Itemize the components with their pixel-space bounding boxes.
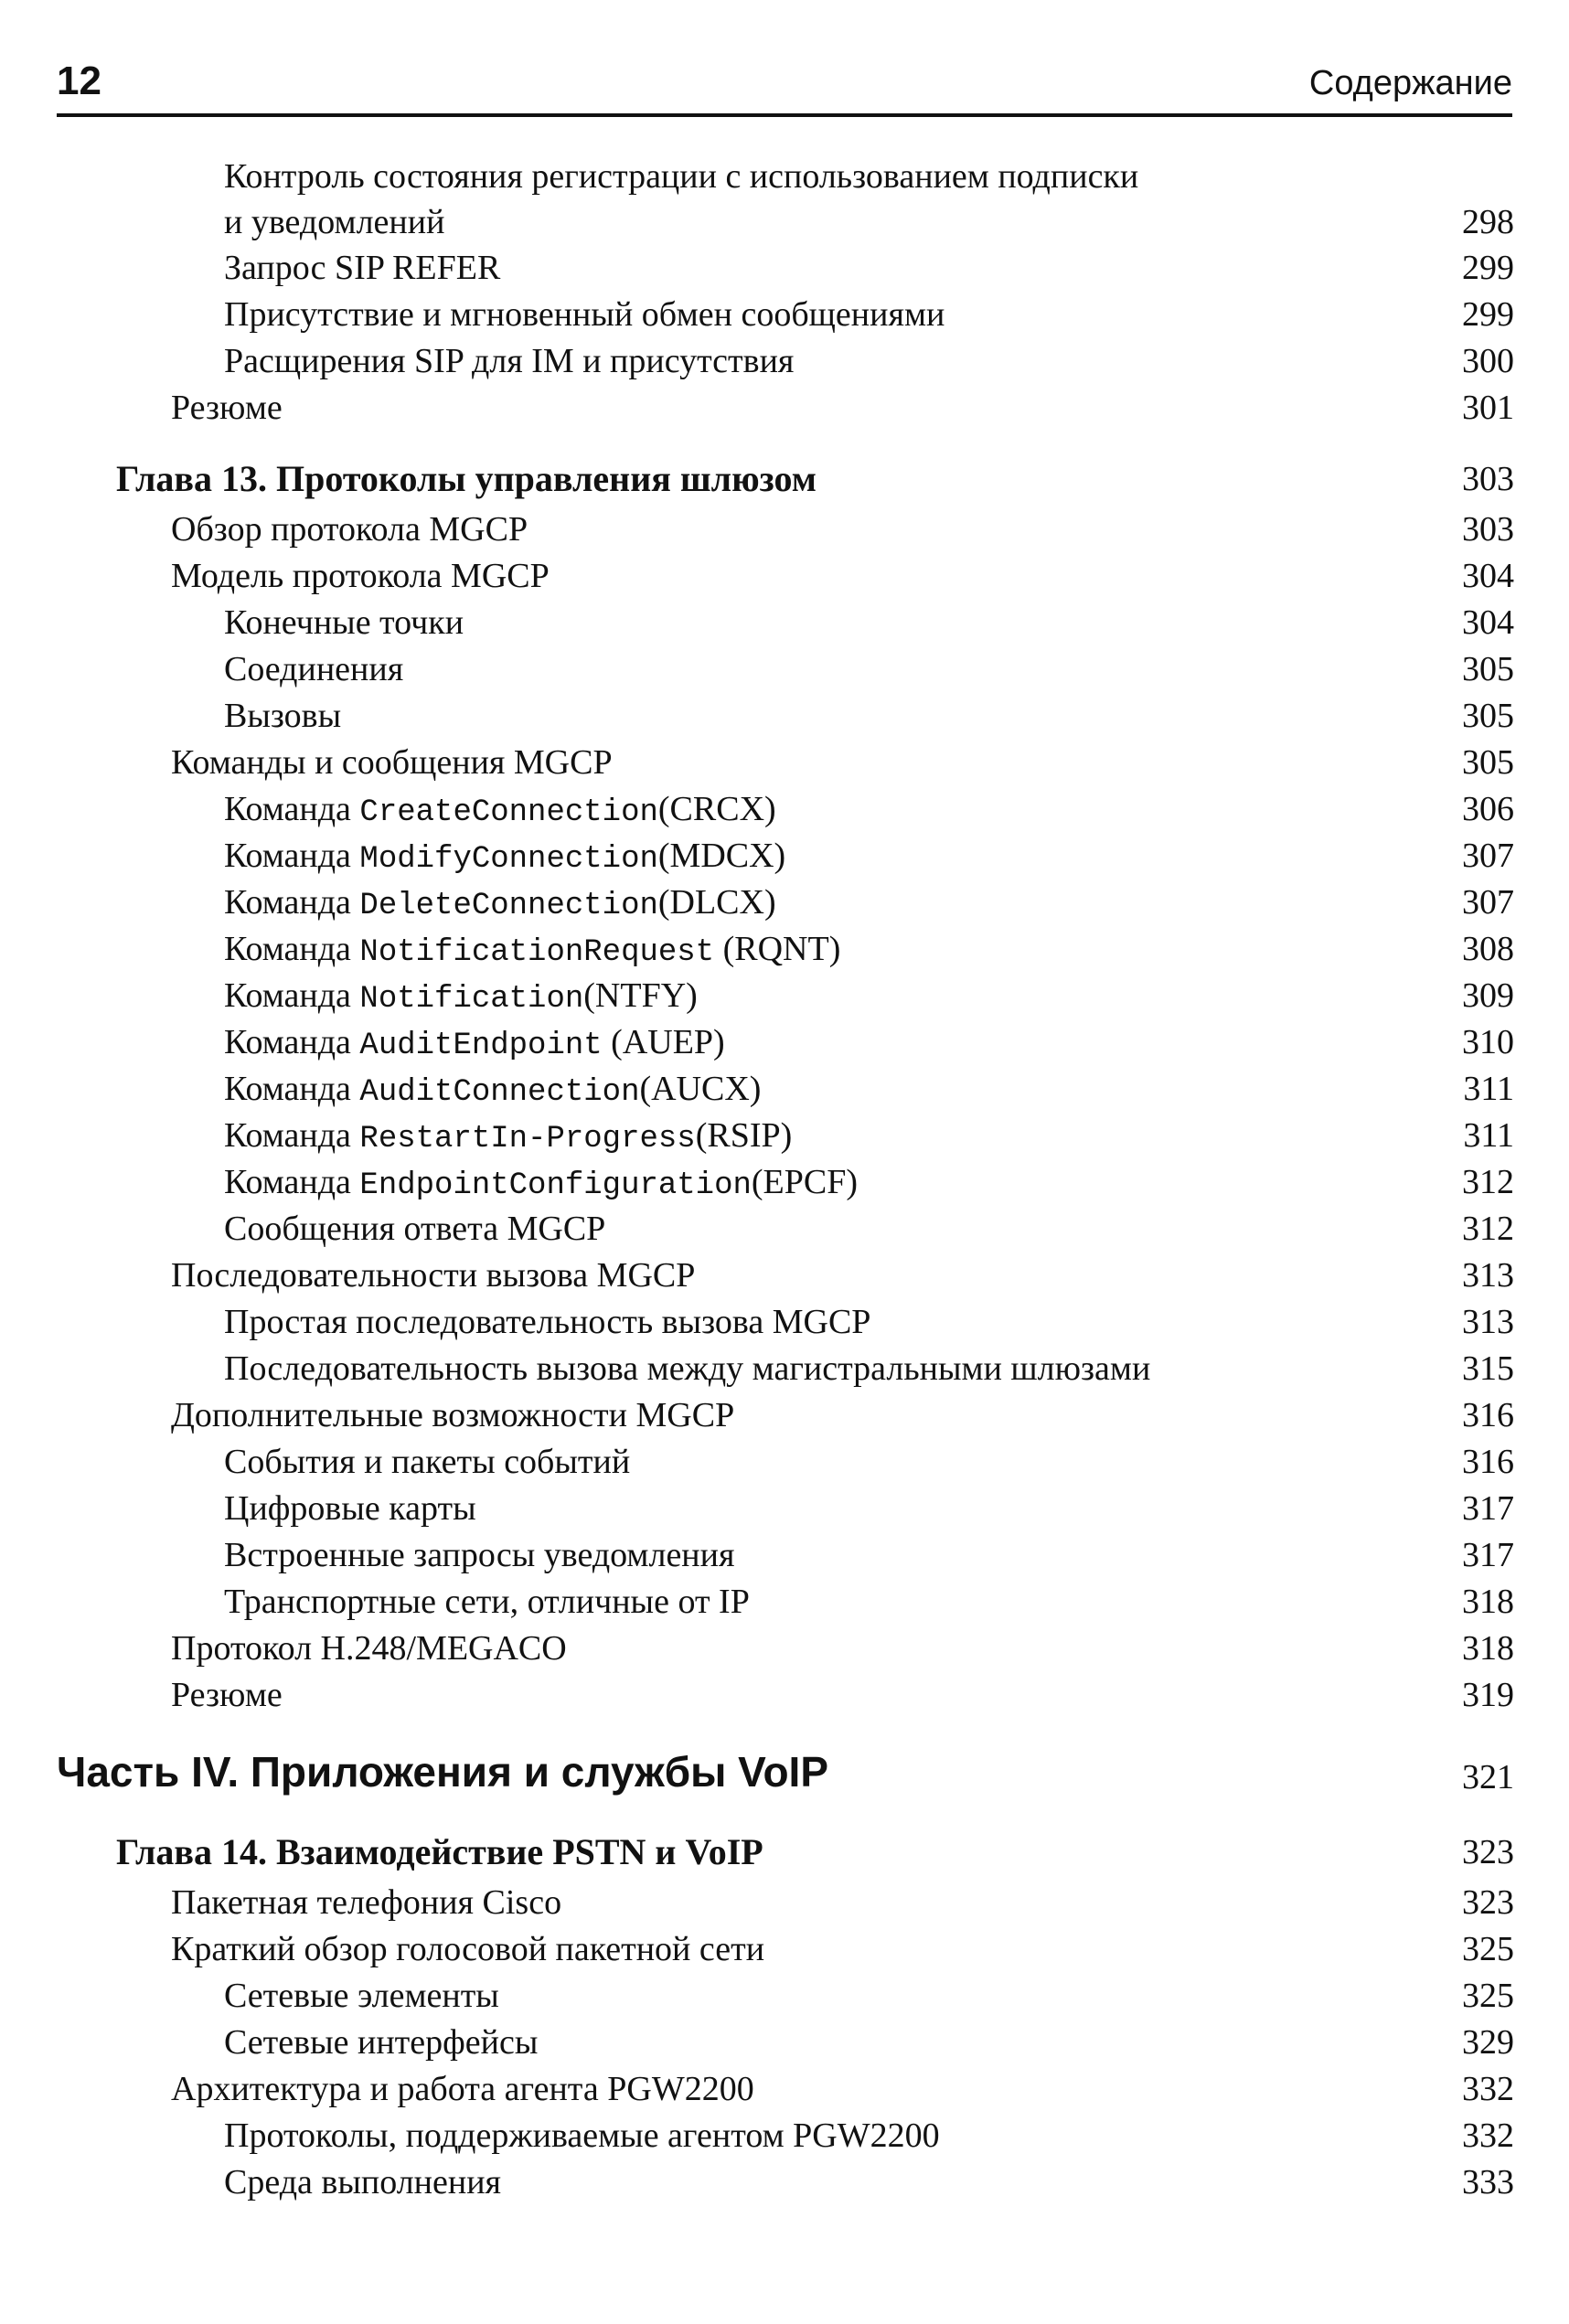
toc-entry-title: Последовательности вызова MGCP — [171, 1256, 696, 1295]
toc-entry-page: 301 — [1462, 389, 1514, 427]
toc-entry-command — [0, 973, 1569, 1019]
toc-entry-title: Резюме — [171, 389, 283, 427]
toc-entry-command — [0, 1019, 1569, 1066]
toc-entry-page: 332 — [1462, 2070, 1514, 2108]
toc-entry-title: Соединения — [224, 650, 404, 688]
toc-entry-page: 312 — [1462, 1163, 1514, 1201]
toc-entry-page: 305 — [1462, 743, 1514, 782]
chapter-title: Глава 14. Взаимодействие PSTN и VoIP — [116, 1831, 763, 1872]
part-title: Часть IV. Приложения и службы VoIP — [57, 1748, 829, 1796]
toc-entry — [0, 1299, 1569, 1346]
toc-entry-title: Запрос SIP REFER — [224, 249, 501, 287]
toc-entry-page: 304 — [1462, 603, 1514, 642]
toc-chapter-13 — [0, 452, 1569, 506]
toc-entry — [0, 385, 1569, 432]
toc-entry — [0, 506, 1569, 553]
part-page: 321 — [1462, 1758, 1514, 1796]
toc-entry-title: Модель протокола MGCP — [171, 557, 550, 595]
toc-entry-title: Команда Notification(NTFY) — [224, 976, 698, 1017]
toc-entry-page: 313 — [1462, 1303, 1514, 1341]
toc-entry-page: 317 — [1462, 1536, 1514, 1574]
toc-entry-title: Транспортные сети, отличные от IP — [224, 1583, 750, 1621]
toc-entry — [0, 1672, 1569, 1719]
toc-entry-page: 318 — [1462, 1629, 1514, 1668]
toc-entry-title: Обзор протокола MGCP — [171, 510, 528, 549]
toc-entry-title: Резюме — [171, 1676, 283, 1714]
toc-entry-title: Присутствие и мгновенный обмен сообщениями — [224, 295, 945, 334]
toc-entry-title: Расщирения SIP для IM и присутствия — [224, 342, 795, 380]
toc-entry — [0, 2020, 1569, 2066]
toc-entry-page: 307 — [1462, 837, 1514, 875]
toc-entry-title: Дополнительные возможности MGCP — [171, 1396, 735, 1434]
toc-entry-title: Команда AuditEndpoint (AUEP) — [224, 1023, 725, 1063]
toc-entry-title: Сообщения ответа MGCP — [224, 1210, 606, 1248]
toc-entry-title: Протоколы, поддерживаемые агентом PGW2200 — [224, 2116, 940, 2155]
chapter-title: Глава 13. Протоколы управления шлюзом — [116, 458, 817, 499]
toc-entry — [0, 292, 1569, 338]
toc-entry — [0, 1486, 1569, 1532]
toc-entry-page: 299 — [1462, 249, 1514, 287]
toc-entry-title: Архитектура и работа агента PGW2200 — [171, 2070, 754, 2108]
toc-entry-title: Команда ModifyConnection(MDCX) — [224, 837, 786, 877]
toc-entry-title: Команда RestartIn-Progress(RSIP) — [224, 1116, 793, 1157]
toc-entry-page: 309 — [1462, 976, 1514, 1015]
toc-chapter-14 — [0, 1825, 1569, 1880]
toc-entry-title: Сетевые интерфейсы — [224, 2023, 539, 2062]
toc-entry-command — [0, 1066, 1569, 1113]
toc-entry-command — [0, 879, 1569, 926]
toc-entry-page: 311 — [1463, 1116, 1514, 1155]
toc-entry-command — [0, 926, 1569, 973]
toc-entry-command — [0, 786, 1569, 833]
toc-entry-title: Пакетная телефония Cisco — [171, 1883, 562, 1922]
toc-entry — [0, 1206, 1569, 1253]
toc-entry — [0, 740, 1569, 786]
toc-entry — [0, 646, 1569, 693]
toc-entry-page: 310 — [1462, 1023, 1514, 1061]
running-title: Содержание — [1308, 64, 1512, 102]
toc-entry-page: 308 — [1462, 930, 1514, 968]
toc-entry — [0, 1973, 1569, 2020]
toc-entry-page: 316 — [1462, 1443, 1514, 1481]
toc-entry — [0, 245, 1569, 292]
toc-entry-page: 304 — [1462, 557, 1514, 595]
toc-entry — [0, 553, 1569, 600]
toc-entry — [0, 693, 1569, 740]
toc-entry-page: 316 — [1462, 1396, 1514, 1434]
toc-entry-title: Команды и сообщения MGCP — [171, 743, 613, 782]
toc-entry-title: Сетевые элементы — [224, 1977, 499, 2015]
toc-entry-title: Вызовы — [224, 697, 342, 735]
toc-entry-page: 298 — [1462, 203, 1514, 241]
toc-entry-title: Команда CreateConnection(CRCX) — [224, 790, 776, 830]
table-of-contents — [0, 154, 1569, 2206]
toc-entry-page: 317 — [1462, 1489, 1514, 1528]
toc-entry-title: Встроенные запросы уведомления — [224, 1536, 735, 1574]
toc-entry-title: Команда DeleteConnection(DLCX) — [224, 883, 776, 923]
toc-entry — [0, 1579, 1569, 1626]
toc-entry — [0, 1926, 1569, 1973]
toc-entry-title: Среда выполнения — [224, 2163, 502, 2201]
page-header — [57, 55, 1512, 117]
toc-entry — [0, 600, 1569, 646]
toc-entry — [0, 1346, 1569, 1392]
toc-entry-page: 313 — [1462, 1256, 1514, 1295]
toc-entry-title: События и пакеты событий — [224, 1443, 631, 1481]
toc-entry-page: 319 — [1462, 1676, 1514, 1714]
toc-entry-command — [0, 1159, 1569, 1206]
toc-entry-title: Команда NotificationRequest (RQNT) — [224, 930, 841, 970]
toc-entry-command — [0, 833, 1569, 879]
toc-entry-page: 299 — [1462, 295, 1514, 334]
toc-entry-title: Протокол H.248/MEGACO — [171, 1629, 567, 1668]
toc-entry-page: 311 — [1463, 1070, 1514, 1108]
toc-entry-page: 315 — [1462, 1349, 1514, 1388]
toc-entry-page: 306 — [1462, 790, 1514, 828]
toc-entry-command — [0, 1113, 1569, 1159]
toc-entry — [0, 2113, 1569, 2159]
toc-entry-title: Последовательность вызова между магистральными шлюзами — [224, 1349, 1151, 1388]
toc-entry-page: 318 — [1462, 1583, 1514, 1621]
chapter-page: 303 — [1462, 460, 1514, 498]
toc-entry-title: Простая последовательность вызова MGCP — [224, 1303, 871, 1341]
toc-entry — [0, 1626, 1569, 1672]
toc-entry-page: 323 — [1462, 1883, 1514, 1922]
toc-entry — [0, 1532, 1569, 1579]
toc-entry — [0, 1392, 1569, 1439]
toc-entry-title: Команда EndpointConfiguration(EPCF) — [224, 1163, 859, 1203]
chapter-page: 323 — [1462, 1833, 1514, 1871]
toc-entry-page: 333 — [1462, 2163, 1514, 2201]
toc-entry-page: 332 — [1462, 2116, 1514, 2155]
toc-entry-page: 329 — [1462, 2023, 1514, 2062]
toc-part-4 — [0, 1739, 1569, 1805]
toc-entry-page: 312 — [1462, 1210, 1514, 1248]
toc-entry-title: Цифровые карты — [224, 1489, 476, 1528]
toc-entry-page: 305 — [1462, 650, 1514, 688]
toc-entry — [0, 338, 1569, 385]
toc-entry — [0, 1880, 1569, 1926]
toc-entry — [0, 2159, 1569, 2206]
toc-entry-title: Контроль состояния регистрации с использованием подписки и уведомлений — [224, 157, 1139, 241]
toc-entry-page: 300 — [1462, 342, 1514, 380]
toc-entry — [0, 2066, 1569, 2113]
toc-entry-page: 307 — [1462, 883, 1514, 922]
toc-entry-page: 305 — [1462, 697, 1514, 735]
toc-entry-title: Конечные точки — [224, 603, 464, 642]
toc-entry-page: 303 — [1462, 510, 1514, 549]
toc-entry-title: Команда AuditConnection(AUCX) — [224, 1070, 762, 1110]
toc-entry — [0, 154, 1569, 245]
toc-entry — [0, 1439, 1569, 1486]
page-number: 12 — [57, 59, 101, 103]
toc-entry — [0, 1253, 1569, 1299]
toc-entry-page: 325 — [1462, 1977, 1514, 2015]
toc-entry-page: 325 — [1462, 1930, 1514, 1968]
toc-entry-title: Краткий обзор голосовой пакетной сети — [171, 1930, 765, 1968]
